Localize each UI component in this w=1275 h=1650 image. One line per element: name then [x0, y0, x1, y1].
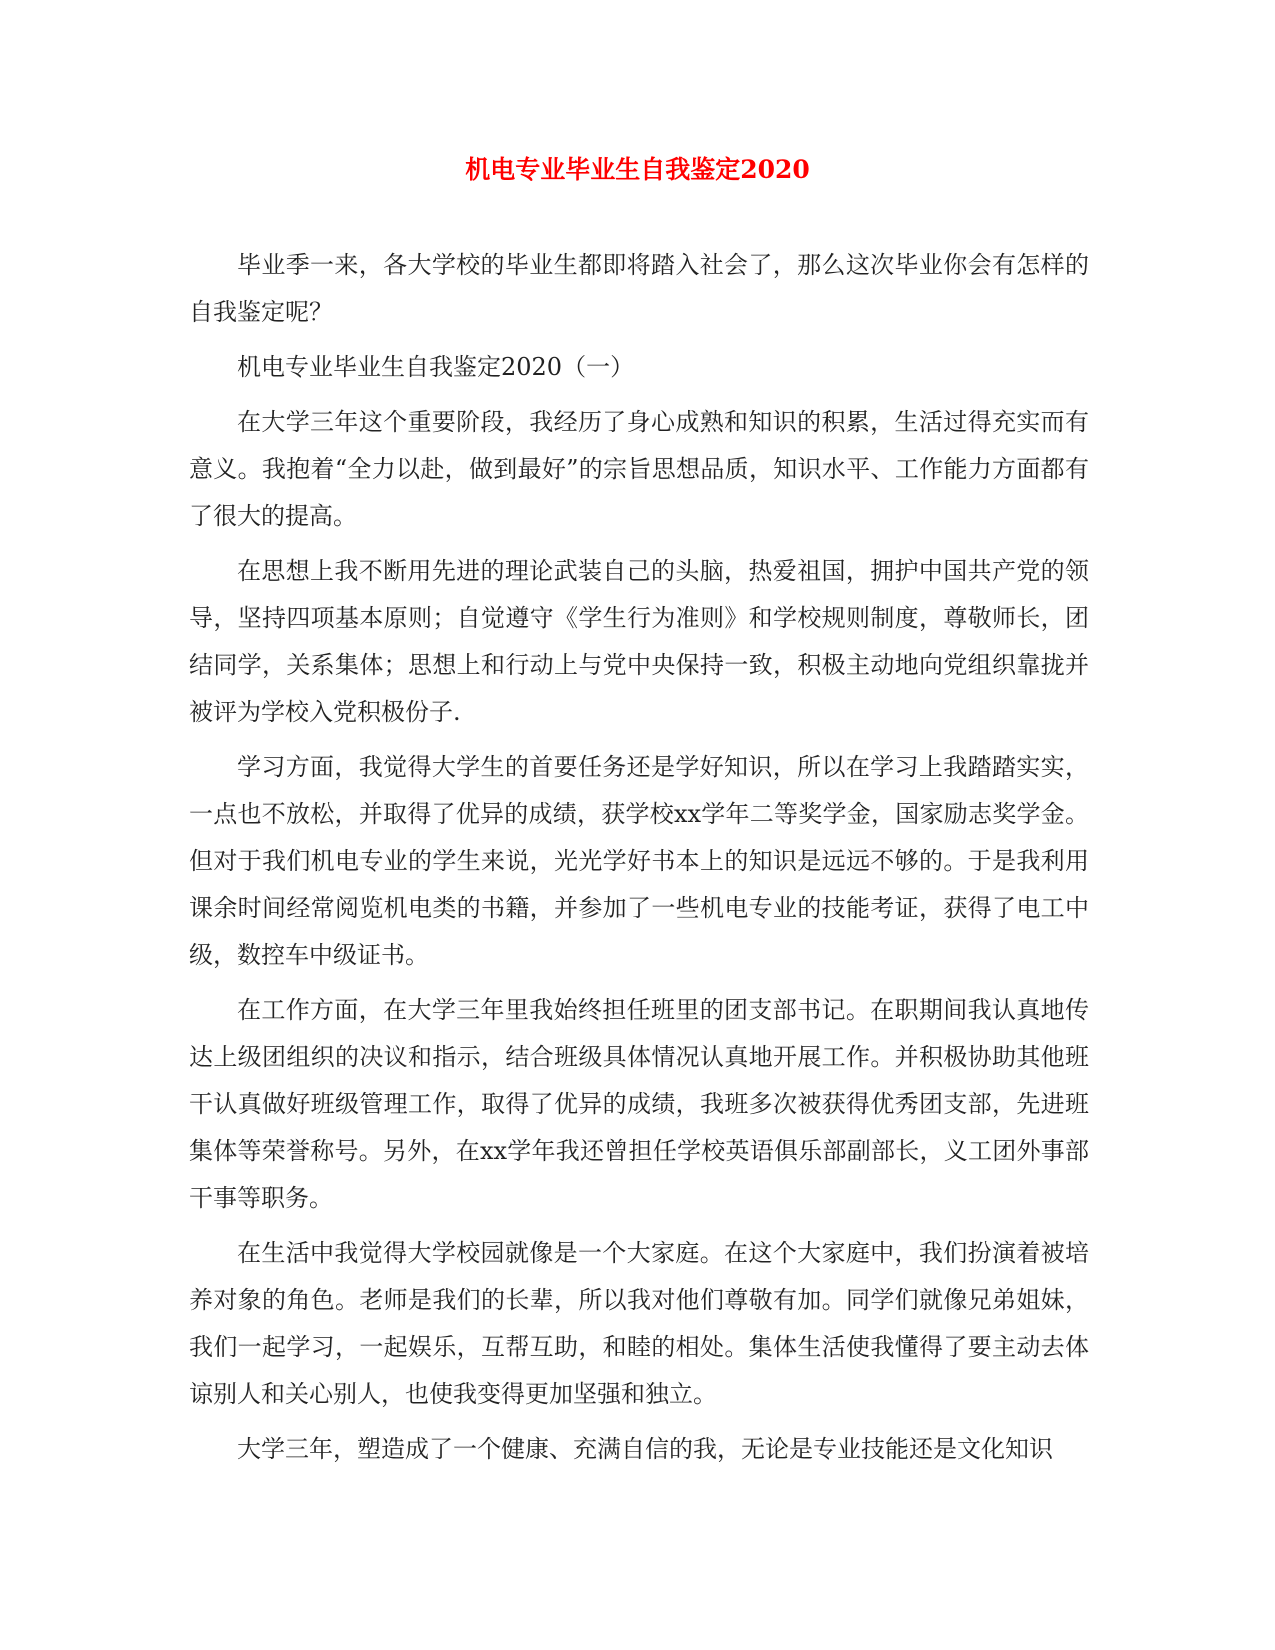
section-heading: 机电专业毕业生自我鉴定2020（一） [237, 353, 635, 381]
intro-paragraph: 毕业季一来，各大学校的毕业生都即将踏入社会了，那么这次毕业你会有怎样的自我鉴定呢？ [189, 251, 1089, 326]
document-body [189, 242, 1089, 1481]
body-paragraph: 在思想上我不断用先进的理论武装自己的头脑，热爱祖国，拥护中国共产党的领导，坚持四项基本原则；自觉遵守《学生行为准则》和学校规则制度，尊敬师长，团结同学，关系集体；思想上和行动上与党中央保持一致，积极主动地向党组织靠拢并被评为学校入党积极份子. [189, 557, 1089, 726]
body-paragraph: 大学三年，塑造成了一个健康、充满自信的我，无论是专业技能还是文化知识 [237, 1435, 1053, 1463]
body-paragraph: 学习方面，我觉得大学生的首要任务还是学好知识，所以在学习上我踏踏实实，一点也不放松，并取得了优异的成绩，获学校xx学年二等奖学金，国家励志奖学金。但对于我们机电专业的学生来说，光光学好书本上的知识是远远不够的。于是我利用课余时间经常阅览机电类的书籍，并参加了一些机电专业的技能考证，获得了电工中级，数控车中级证书。 [189, 753, 1089, 969]
body-paragraph: 在工作方面，在大学三年里我始终担任班里的团支部书记。在职期间我认真地传达上级团组织的决议和指示，结合班级具体情况认真地开展工作。并积极协助其他班干认真做好班级管理工作，取得了优异的成绩，我班多次被获得优秀团支部，先进班集体等荣誉称号。另外，在xx学年我还曾担任学校英语俱乐部副部长，义工团外事部干事等职务。 [189, 996, 1089, 1212]
document-title: 机电专业毕业生自我鉴定2020 [465, 155, 810, 184]
body-paragraph: 在生活中我觉得大学校园就像是一个大家庭。在这个大家庭中，我们扮演着被培养对象的角色。老师是我们的长辈，所以我对他们尊敬有加。同学们就像兄弟姐妹，我们一起学习，一起娱乐，互帮互助，和睦的相处。集体生活使我懂得了要主动去体谅别人和关心别人，也使我变得更加坚强和独立。 [189, 1239, 1089, 1408]
body-paragraph: 在大学三年这个重要阶段，我经历了身心成熟和知识的积累，生活过得充实而有意义。我抱着“全力以赴，做到最好”的宗旨思想品质，知识水平、工作能力方面都有了很大的提高。 [189, 408, 1089, 530]
